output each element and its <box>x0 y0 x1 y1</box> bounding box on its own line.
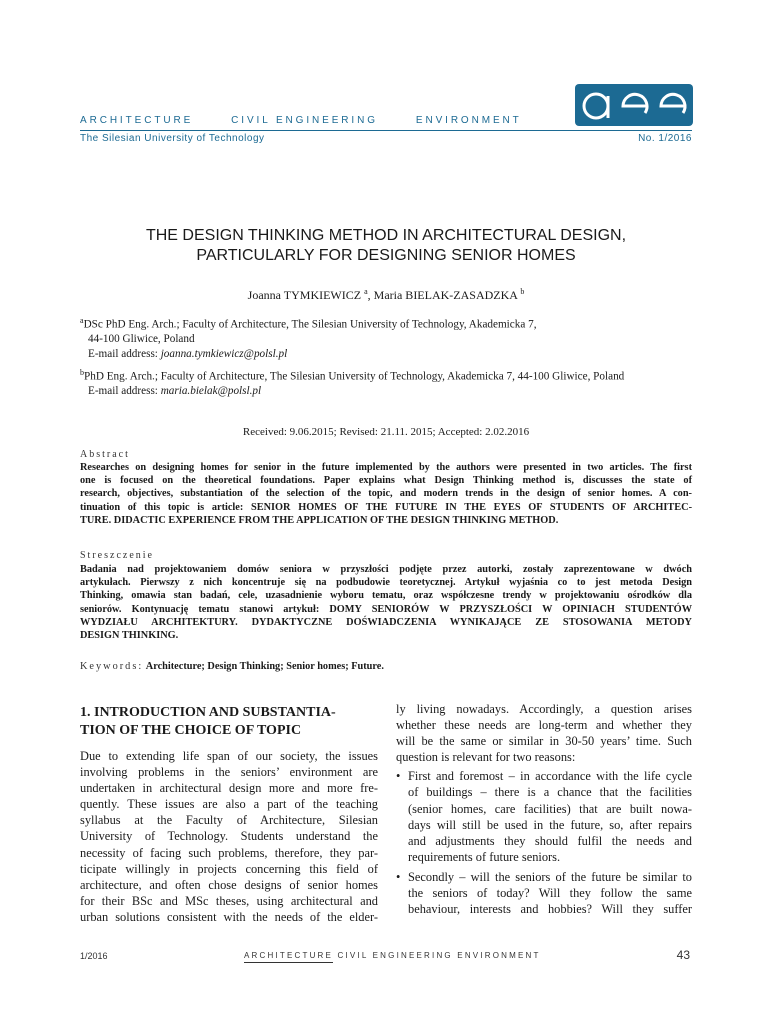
keywords-text: Architecture; Design Thinking; Senior homes; Future. <box>145 661 384 672</box>
abstract-text <box>80 461 692 527</box>
streszczenie-line: Thinking, omawia stan badań, cele, uzasadnienie wyboru tematu, oraz współczesne trendy w projektowaniu ośrodków dla <box>80 590 692 602</box>
streszczenie-text <box>80 563 692 642</box>
affiliation-a <box>80 314 692 361</box>
body-line: undertaken in architectural design more and more fre- <box>80 781 378 796</box>
header-word-environment: ENVIRONMENT <box>415 115 522 126</box>
affil-a-sup: a <box>80 316 84 325</box>
paper-title <box>80 226 692 266</box>
author-1: Joanna TYMKIEWICZ <box>247 288 362 302</box>
footer-journal <box>244 951 541 960</box>
header-rule <box>80 130 692 131</box>
body-line: necessity of facing such problems, therefore, they par- <box>80 845 378 860</box>
body-line: quently. These issues are also a part of the teaching <box>80 797 378 812</box>
streszczenie-label: Streszczenie <box>80 550 154 561</box>
affil-a-line2: 44-100 Gliwice, Poland <box>88 333 195 346</box>
body-line: architecture, and often chose designs of senior homes <box>80 877 378 892</box>
abstract-label: Abstract <box>80 449 130 460</box>
journal-header <box>80 115 560 126</box>
ace-logo <box>575 84 693 126</box>
body-line: urban solutions consistent with the needs of the elder- <box>80 909 378 924</box>
title-line-1: THE DESIGN THINKING METHOD IN ARCHITECTURAL DESIGN, <box>145 227 627 244</box>
streszczenie-line: seniorów. Kontynuację tematu stanowi artykuł: DOMY SENIORÓW W PRZYSZŁOŚCI W OPINIACH STUDENTÓW <box>80 603 692 615</box>
author-1-sup: a <box>364 287 368 296</box>
streszczenie-line: WYDZIAŁU ARCHITEKTURY. DYDAKTYCZNE DOŚWIADCZENIA WYNIKAJĄCE ZE STOSOWANIA METODY <box>80 616 692 628</box>
bullet-item-1 <box>396 768 692 865</box>
bullet-line: and adjustments they should fulfil the needs and <box>408 833 692 848</box>
streszczenie-line: DESIGN THINKING. <box>80 630 179 642</box>
authors <box>80 287 692 303</box>
body-line: involving problems in the seniors’ environment are <box>80 765 378 780</box>
affil-b-email[interactable]: maria.bielak@polsl.pl <box>160 385 262 398</box>
bullet-line: of buildings – there is a chance that the facilities <box>408 785 692 800</box>
body-line: whether these needs are long-term and whether they <box>396 718 692 733</box>
bullet-line: Secondly – will the seniors of the future be similar to <box>408 869 692 884</box>
footer-architecture: ARCHITECTURE <box>244 951 333 963</box>
body-line: will be the same or similar in 30-50 years’ time. Such <box>396 734 692 749</box>
streszczenie-line: artykułach. Pierwszy z nich koncentruje się na podbudowie teoretycznej. Artykuł wyjaśnia co to jest metoda Design <box>80 577 692 589</box>
keywords-label: Keywords: <box>80 661 144 672</box>
bullet-line: requirements of future seniors. <box>408 849 561 864</box>
abstract-line: TURE. DIDACTIC EXPERIENCE FROM THE APPLICATION OF THE DESIGN THINKING METHOD. <box>80 514 559 526</box>
title-line-2: PARTICULARLY FOR DESIGNING SENIOR HOMES <box>196 247 576 264</box>
university-name: The Silesian University of Technology <box>80 133 265 144</box>
issue-number: No. 1/2016 <box>638 133 692 144</box>
body-line: University of Technology. Students understand the <box>80 829 378 844</box>
body-line: ticipate willingly in projects concerning this field of <box>80 861 378 876</box>
footer-civil-env: CIVIL ENGINEERING ENVIRONMENT <box>337 951 541 960</box>
affil-b-sup: b <box>80 368 84 377</box>
section-heading-line1: 1. INTRODUCTION AND SUBSTANTIA- <box>80 705 336 720</box>
header-word-civil: CIVIL ENGINEERING <box>231 115 378 126</box>
bullet-line: (senior homes, care facilities) that are built nowa- <box>408 801 692 816</box>
affil-a-line1: DSc PhD Eng. Arch.; Faculty of Architecture, The Silesian University of Technology, Akademicka 7, <box>83 318 537 331</box>
footer-issue: 1/2016 <box>80 951 108 961</box>
received-dates: Received: 9.06.2015; Revised: 21.11. 2015; Accepted: 2.02.2016 <box>242 426 530 438</box>
author-2: Maria BIELAK-ZASADZKA <box>373 288 518 302</box>
page-number: 43 <box>676 948 690 962</box>
affil-b-line1: PhD Eng. Arch.; Faculty of Architecture, The Silesian University of Technology, Akademicka 7, 44-100 Gliwice, Poland <box>84 370 625 383</box>
affiliation-b <box>80 366 692 399</box>
abstract-line: one is focused on the theoretical foundations. Paper explains what Design Thinking method is, discusses the state of <box>80 475 692 487</box>
bullet-glyph: • <box>396 769 401 784</box>
affil-a-email-label: E-mail address: <box>88 347 161 360</box>
body-line: for their BSc and MSc theses, using architectural and <box>80 893 378 908</box>
body-line: question is relevant for two reasons: <box>396 750 576 765</box>
body-line: syllabus at the Faculty of Architecture, Silesian <box>80 813 378 828</box>
header-word-architecture: ARCHITECTURE <box>80 115 194 126</box>
bullet-item-2 <box>396 869 692 917</box>
bullet-line: behaviour, interests and hobbies? Will they suffer <box>408 902 692 917</box>
body-line: Due to extending life span of our society, the issues <box>80 749 378 763</box>
bullet-line: the seniors of today? Will they follow the same <box>408 886 692 901</box>
body-line: ly living nowadays. Accordingly, a question arises <box>396 702 692 716</box>
affil-a-email[interactable]: joanna.tymkiewicz@polsl.pl <box>160 347 288 360</box>
section-heading <box>80 704 378 740</box>
keywords <box>80 661 384 672</box>
abstract-line: tinuation of this topic is article: SENIOR HOMES OF THE FUTURE IN THE EYES OF STUDENTS OF ARCHITEC- <box>80 501 692 513</box>
affil-b-email-label: E-mail address: <box>88 385 161 398</box>
abstract-line: Researches on designing homes for senior in the future implemented by the authors were presented in two articles. The first <box>80 462 692 473</box>
streszczenie-line: Badania nad projektowaniem domów seniora w przyszłości podjęte przez autorki, zostały zaprezentowane w dwóch <box>80 564 692 575</box>
body-column-2 <box>396 701 692 917</box>
bullet-line: First and foremost – in accordance with the life cycle <box>408 769 692 784</box>
section-heading-line2: TION OF THE CHOICE OF TOPIC <box>80 723 302 738</box>
bullet-glyph: • <box>396 869 401 884</box>
author-2-sup: b <box>520 287 525 296</box>
body-column-1 <box>80 748 378 925</box>
author-separator: , <box>367 288 374 302</box>
abstract-line: research, objectives, substantiation of the selection of the topic, and modern trends in the design of senior homes. A con- <box>80 488 692 500</box>
bullet-line: days will still be used in the future, so, after repairs <box>408 817 692 832</box>
